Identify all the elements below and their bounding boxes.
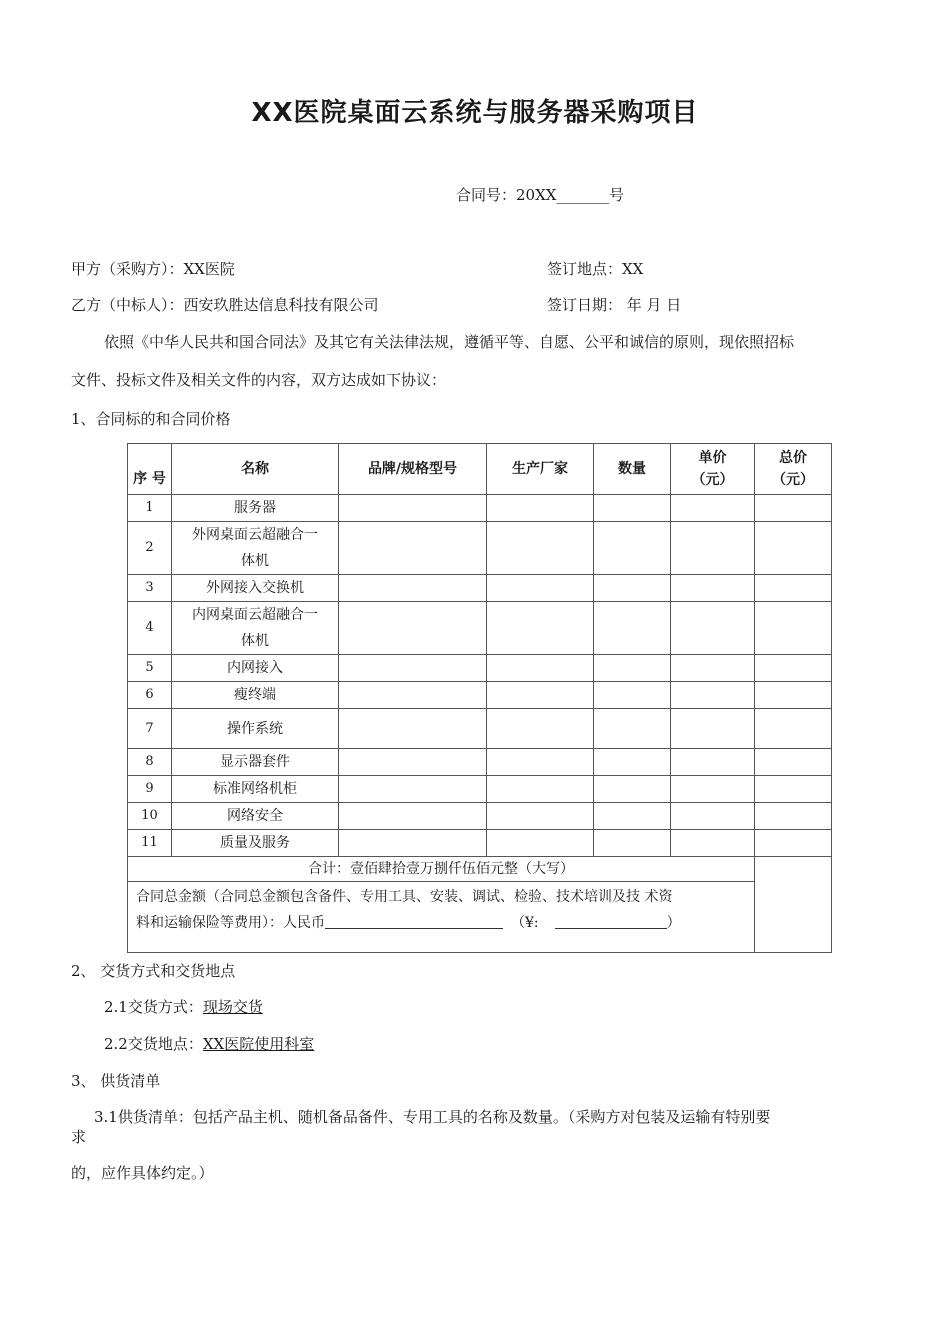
price-table bbox=[127, 443, 832, 953]
row-maker bbox=[487, 803, 594, 830]
header-qty: 数量 bbox=[594, 444, 671, 495]
party-b: 乙方（中标人）：西安玖胜达信息科技有限公司 bbox=[71, 296, 379, 314]
row-total-price bbox=[755, 602, 832, 655]
row-item-name: 标准网络机柜 bbox=[172, 776, 339, 803]
row-brand bbox=[339, 655, 487, 682]
party-a: 甲方（采购方）：XX医院 bbox=[71, 260, 235, 278]
row-maker bbox=[487, 749, 594, 776]
header-total-price: 总价 （元） bbox=[755, 444, 832, 495]
table-row bbox=[128, 602, 832, 655]
row-maker bbox=[487, 776, 594, 803]
row-total-price bbox=[755, 776, 832, 803]
row-qty bbox=[594, 602, 671, 655]
row-item-name: 服务器 bbox=[172, 495, 339, 522]
sign-place: 签订地点：XX bbox=[547, 260, 644, 278]
row-unit-price bbox=[671, 749, 755, 776]
table-row bbox=[128, 575, 832, 602]
document-title: XX医院桌面云系统与服务器采购项目 bbox=[251, 98, 699, 128]
row-brand bbox=[339, 575, 487, 602]
supply-list-line1: 3.1供货清单：包括产品主机、随机备品备件、专用工具的名称及数量。（采购方对包装及运输有特别要 bbox=[94, 1108, 771, 1126]
row-unit-price bbox=[671, 803, 755, 830]
row-item-name: 内网接入 bbox=[172, 655, 339, 682]
delivery-place: 2.2交货地点：XX医院使用科室 bbox=[104, 1035, 315, 1053]
row-unit-price bbox=[671, 655, 755, 682]
row-unit-price bbox=[671, 522, 755, 575]
row-total-price bbox=[755, 655, 832, 682]
row-number: 9 bbox=[128, 776, 172, 803]
contract-number: 合同号：20XX_______号 bbox=[456, 186, 624, 204]
row-brand bbox=[339, 830, 487, 857]
row-brand bbox=[339, 776, 487, 803]
section-3-heading: 3、 供货清单 bbox=[71, 1072, 161, 1090]
row-total-price bbox=[755, 803, 832, 830]
intro-paragraph-line2: 文件、投标文件及相关文件的内容，双方达成如下协议： bbox=[71, 371, 447, 389]
contract-total-amount: 合同总金额（合同总金额包含备件、专用工具、安装、调试、检验、技术培训及技 术资 料和运输保险等费用）：人民币 （¥: ） bbox=[128, 882, 755, 953]
table-row bbox=[128, 709, 832, 749]
row-qty bbox=[594, 495, 671, 522]
row-brand bbox=[339, 749, 487, 776]
intro-paragraph-line1: 依照《中华人民共和国合同法》及其它有关法律法规，遵循平等、自愿、公平和诚信的原则，现依照招标 bbox=[104, 333, 795, 351]
row-brand bbox=[339, 803, 487, 830]
row-total-price bbox=[755, 575, 832, 602]
row-maker bbox=[487, 522, 594, 575]
row-unit-price bbox=[671, 709, 755, 749]
row-qty bbox=[594, 655, 671, 682]
row-maker bbox=[487, 655, 594, 682]
header-brand: 品牌/规格型号 bbox=[339, 444, 487, 495]
row-qty bbox=[594, 522, 671, 575]
row-number: 8 bbox=[128, 749, 172, 776]
supply-list-line1b: 求 bbox=[71, 1128, 87, 1146]
table-row bbox=[128, 522, 832, 575]
header-seq: 序 号 bbox=[128, 444, 172, 495]
total-blank-cell bbox=[755, 857, 832, 953]
row-item-name: 内网桌面云超融合一 体机 bbox=[172, 602, 339, 655]
sign-date: 签订日期： 年 月 日 bbox=[547, 296, 682, 314]
header-name: 名称 bbox=[172, 444, 339, 495]
table-header-row bbox=[128, 444, 832, 495]
row-number: 11 bbox=[128, 830, 172, 857]
row-brand bbox=[339, 495, 487, 522]
row-number: 1 bbox=[128, 495, 172, 522]
row-total-price bbox=[755, 495, 832, 522]
row-unit-price bbox=[671, 575, 755, 602]
row-unit-price bbox=[671, 830, 755, 857]
header-maker: 生产厂家 bbox=[487, 444, 594, 495]
row-number: 6 bbox=[128, 682, 172, 709]
row-number: 3 bbox=[128, 575, 172, 602]
header-unit-price: 单价 （元） bbox=[671, 444, 755, 495]
table-row bbox=[128, 749, 832, 776]
row-number: 7 bbox=[128, 709, 172, 749]
row-brand bbox=[339, 522, 487, 575]
row-unit-price bbox=[671, 602, 755, 655]
section-2-heading: 2、 交货方式和交货地点 bbox=[71, 962, 236, 980]
amount-row bbox=[128, 882, 832, 953]
row-maker bbox=[487, 709, 594, 749]
table-row bbox=[128, 776, 832, 803]
table-row bbox=[128, 803, 832, 830]
row-unit-price bbox=[671, 776, 755, 803]
row-qty bbox=[594, 803, 671, 830]
row-qty bbox=[594, 709, 671, 749]
row-qty bbox=[594, 682, 671, 709]
row-item-name: 瘦终端 bbox=[172, 682, 339, 709]
row-item-name: 网络安全 bbox=[172, 803, 339, 830]
row-number: 10 bbox=[128, 803, 172, 830]
row-item-name: 操作系统 bbox=[172, 709, 339, 749]
row-item-name: 外网桌面云超融合一 体机 bbox=[172, 522, 339, 575]
row-qty bbox=[594, 830, 671, 857]
row-brand bbox=[339, 682, 487, 709]
row-maker bbox=[487, 575, 594, 602]
row-item-name: 外网接入交换机 bbox=[172, 575, 339, 602]
section-1-heading: 1、合同标的和合同价格 bbox=[71, 410, 231, 428]
row-number: 4 bbox=[128, 602, 172, 655]
row-number: 2 bbox=[128, 522, 172, 575]
row-brand bbox=[339, 602, 487, 655]
row-maker bbox=[487, 602, 594, 655]
table-row bbox=[128, 495, 832, 522]
supply-list-line2: 的，应作具体约定。） bbox=[71, 1164, 214, 1182]
row-total-price bbox=[755, 709, 832, 749]
row-total-price bbox=[755, 830, 832, 857]
table-row bbox=[128, 655, 832, 682]
total-row bbox=[128, 857, 832, 882]
row-item-name: 显示器套件 bbox=[172, 749, 339, 776]
table-row bbox=[128, 682, 832, 709]
row-qty bbox=[594, 575, 671, 602]
row-maker bbox=[487, 830, 594, 857]
row-item-name: 质量及服务 bbox=[172, 830, 339, 857]
row-unit-price bbox=[671, 682, 755, 709]
delivery-method: 2.1交货方式：现场交货 bbox=[104, 998, 263, 1016]
row-qty bbox=[594, 776, 671, 803]
row-total-price bbox=[755, 682, 832, 709]
row-total-price bbox=[755, 522, 832, 575]
row-maker bbox=[487, 682, 594, 709]
row-brand bbox=[339, 709, 487, 749]
table-row bbox=[128, 830, 832, 857]
row-unit-price bbox=[671, 495, 755, 522]
row-number: 5 bbox=[128, 655, 172, 682]
total-in-words: 合计：壹佰肆拾壹万捌仟伍佰元整（大写） bbox=[128, 857, 755, 882]
row-total-price bbox=[755, 749, 832, 776]
row-qty bbox=[594, 749, 671, 776]
row-maker bbox=[487, 495, 594, 522]
